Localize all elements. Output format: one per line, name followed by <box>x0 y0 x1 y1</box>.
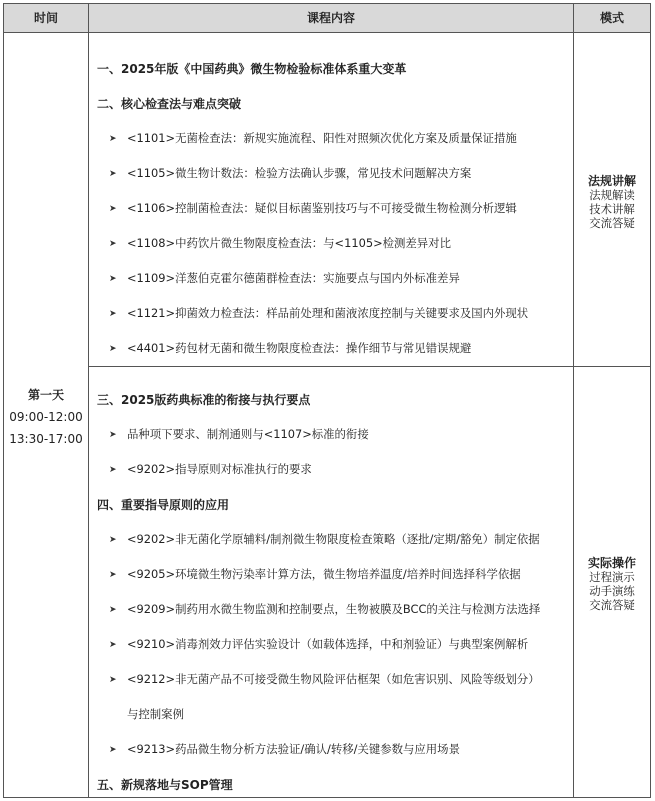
arrow-bullet-icon: ➤ <box>109 204 117 214</box>
header-content: 课程内容 <box>306 11 355 25</box>
section-heading: 二、核心检查法与难点突破 <box>97 97 242 111</box>
arrow-bullet-icon: ➤ <box>109 605 117 615</box>
list-item: ➤ 品种项下要求、制剂通则与<1107>标准的衔接 <box>109 427 369 441</box>
day-name: 第一天 <box>27 388 64 402</box>
morning-time: 09:00-12:00 <box>9 410 83 424</box>
mode-line: 交流答疑 <box>589 598 635 612</box>
mode-line: 交流答疑 <box>589 216 635 230</box>
arrow-bullet-icon: ➤ <box>109 465 117 475</box>
list-item: ➤ <1106>控制菌检查法：疑似目标菌鉴别技巧与不可接受微生物检测分析逻辑 <box>109 201 517 215</box>
divider <box>573 4 574 797</box>
list-item: ➤ <9205>环境微生物污染率计算方法，微生物培养温度/培养时间选择科学依据 <box>109 567 521 581</box>
list-item: ➤ <1109>洋葱伯克霍尔德菌群检查法：实施要点与国内外标准差异 <box>109 271 460 285</box>
list-item: ➤ <9213>药品微生物分析方法验证/确认/转移/关键参数与应用场景 <box>109 742 460 756</box>
schedule-table <box>3 3 651 798</box>
arrow-bullet-icon: ➤ <box>109 239 117 249</box>
list-item: ➤ <9202>非无菌化学原辅料/制剂微生物限度检查策略（逐批/定期/豁免）制定依据 <box>109 532 540 546</box>
list-item: ➤ <9212>非无菌产品不可接受微生物风险评估框架（如危害识别、风险等级划分） <box>109 672 540 686</box>
mode-title: 实际操作 <box>587 556 636 570</box>
arrow-bullet-icon: ➤ <box>109 134 117 144</box>
mode-cell-regulation <box>574 174 650 230</box>
arrow-bullet-icon: ➤ <box>109 535 117 545</box>
arrow-bullet-icon: ➤ <box>109 570 117 580</box>
list-item: ➤ <1108>中药饮片微生物限度检查法：与<1105>检测差异对比 <box>109 236 451 250</box>
section-heading: 三、2025版药典标准的衔接与执行要点 <box>97 393 311 407</box>
divider <box>88 4 89 797</box>
list-item: ➤ <1121>抑菌效力检查法：样品前处理和菌液浓度控制与关键要求及国内外现状 <box>109 306 529 320</box>
section-heading: 五、新规落地与SOP管理 <box>97 778 233 792</box>
arrow-bullet-icon: ➤ <box>109 274 117 284</box>
divider <box>89 366 650 367</box>
arrow-bullet-icon: ➤ <box>109 675 117 685</box>
arrow-bullet-icon: ➤ <box>109 309 117 319</box>
list-item: ➤ <9202>指导原则对标准执行的要求 <box>109 462 312 476</box>
arrow-bullet-icon: ➤ <box>109 745 117 755</box>
section-heading: 四、重要指导原则的应用 <box>97 498 230 512</box>
arrow-bullet-icon: ➤ <box>109 430 117 440</box>
list-item: ➤ <1101>无菌检查法：新规实施流程、阳性对照频次优化方案及质量保证措施 <box>109 131 517 145</box>
mode-line: 技术讲解 <box>589 202 635 216</box>
mode-title: 法规讲解 <box>587 174 636 188</box>
header-mode: 模式 <box>599 11 624 25</box>
list-item: ➤ <9209>制药用水微生物监测和控制要点，生物被膜及BCC的关注与检测方法选择 <box>109 602 541 616</box>
arrow-bullet-icon: ➤ <box>109 344 117 354</box>
afternoon-time: 13:30-17:00 <box>9 432 83 446</box>
mode-line: 过程演示 <box>589 570 635 584</box>
section-heading: 一、2025年版《中国药典》微生物检验标准体系重大变革 <box>97 62 407 76</box>
arrow-bullet-icon: ➤ <box>109 169 117 179</box>
arrow-bullet-icon: ➤ <box>109 640 117 650</box>
mode-line: 动手演练 <box>589 584 635 598</box>
header-time: 时间 <box>33 11 58 25</box>
list-item: ➤ <4401>药包材无菌和微生物限度检查法：操作细节与常见错误规避 <box>109 341 472 355</box>
day-cell <box>4 384 88 450</box>
table-header <box>4 4 650 33</box>
list-item-continuation: 与控制案例 <box>127 707 184 721</box>
list-item: ➤ <1105>微生物计数法：检验方法确认步骤，常见技术问题解决方案 <box>109 166 472 180</box>
list-item: ➤ <9210>消毒剂效力评估实验设计（如载体选择，中和剂验证）与典型案例解析 <box>109 637 529 651</box>
mode-cell-practice <box>574 556 650 612</box>
mode-line: 法规解读 <box>589 188 635 202</box>
